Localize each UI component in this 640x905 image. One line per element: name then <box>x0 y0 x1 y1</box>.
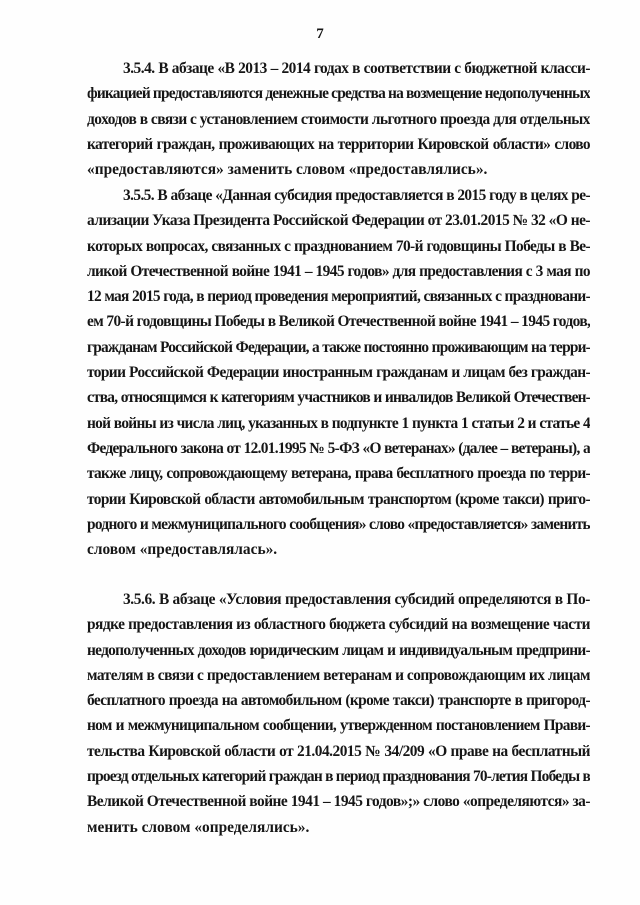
paragraph-line: категорий граждан, проживающих на территории Кировской области» слово <box>87 135 590 153</box>
paragraph-line: «предоставляются» заменить словом «предоставлялись». <box>87 161 488 179</box>
paragraph-3-5-6 <box>87 587 590 840</box>
paragraph-line: родного и межмуниципального сообщения» слово «предоставляется» заменить <box>87 515 590 533</box>
paragraph-line: ализации Указа Президента Российской Федерации от 23.01.2015 № 32 «О не- <box>87 212 590 230</box>
paragraph-line: также лицу, сопровождающему ветерана, права бесплатного проезда по терри- <box>87 465 590 483</box>
paragraph-line: тории Кировской области автомобильным транспортом (кроме такси) приго- <box>87 490 590 508</box>
paragraph-line: ном и межмуниципальном сообщении, утвержденном постановлением Прави- <box>87 717 590 735</box>
paragraph-line: 12 мая 2015 года, в период проведения мероприятий, связанных с праздновани- <box>87 288 590 306</box>
paragraph-line: которых вопросах, связанных с празднованием 70-й годовщины Победы в Ве- <box>87 237 590 255</box>
paragraph-line: фикацией предоставляются денежные средства на возмещение недополученных <box>87 85 590 103</box>
paragraph-line: мателям в связи с предоставлением ветеранам и сопровождающим их лицам <box>87 666 590 684</box>
paragraph-line: проезд отдельных категорий граждан в период празднования 70-летия Победы в <box>87 768 590 786</box>
paragraph-line: тории Российской Федерации иностранным гражданам и лицам без граждан- <box>87 364 590 382</box>
paragraph-line: 3.5.6. В абзаце «Условия предоставления субсидий определяются в По- <box>123 591 590 608</box>
paragraph-line: 3.5.4. В абзаце «В 2013 – 2014 годах в соответствии с бюджетной класси- <box>123 60 590 77</box>
paragraph-line: рядке предоставления из областного бюджета субсидий на возмещение части <box>87 616 590 634</box>
paragraph-line: ной войны из числа лиц, указанных в подпункте 1 пункта 1 статьи 2 и статье 4 <box>87 414 590 432</box>
paragraph-line: доходов в связи с установлением стоимости льготного проезда для отдельных <box>87 110 590 128</box>
paragraph-line: менить словом «определялись». <box>87 818 310 836</box>
paragraph-3-5-4 <box>87 56 590 182</box>
paragraph-line: бесплатного проезда на автомобильном (кроме такси) транспорте в пригород- <box>87 692 590 710</box>
paragraph-line: ства, относящимся к категориям участников и инвалидов Великой Отечествен- <box>87 389 590 407</box>
paragraph-line: 3.5.5. В абзаце «Данная субсидия предоставляется в 2015 году в целях ре- <box>123 187 590 204</box>
paragraph-line: словом «предоставлялась». <box>87 541 278 559</box>
page-number: 7 <box>316 26 324 42</box>
paragraph-line: Федерального закона от 12.01.1995 № 5-ФЗ «О ветеранах» (далее – ветераны), а <box>87 439 590 457</box>
paragraph-line: гражданам Российской Федерации, а также постоянно проживающим на терри- <box>87 338 590 356</box>
paragraph-line: недополученных доходов юридическим лицам и индивидуальным предприни- <box>87 641 590 659</box>
paragraph-3-5-5 <box>87 183 590 562</box>
paragraph-line: ем 70-й годовщины Победы в Великой Отечественной войне 1941 – 1945 годов, <box>87 313 590 331</box>
paragraph-line: Великой Отечественной войне 1941 – 1945 годов»;» слово «определяются» за- <box>87 793 590 811</box>
paragraph-line: тельства Кировской области от 21.04.2015 № 34/209 «О праве на бесплатный <box>87 742 590 760</box>
paragraph-line: ликой Отечественной войне 1941 – 1945 годов» для предоставления с 3 мая по <box>87 262 590 280</box>
